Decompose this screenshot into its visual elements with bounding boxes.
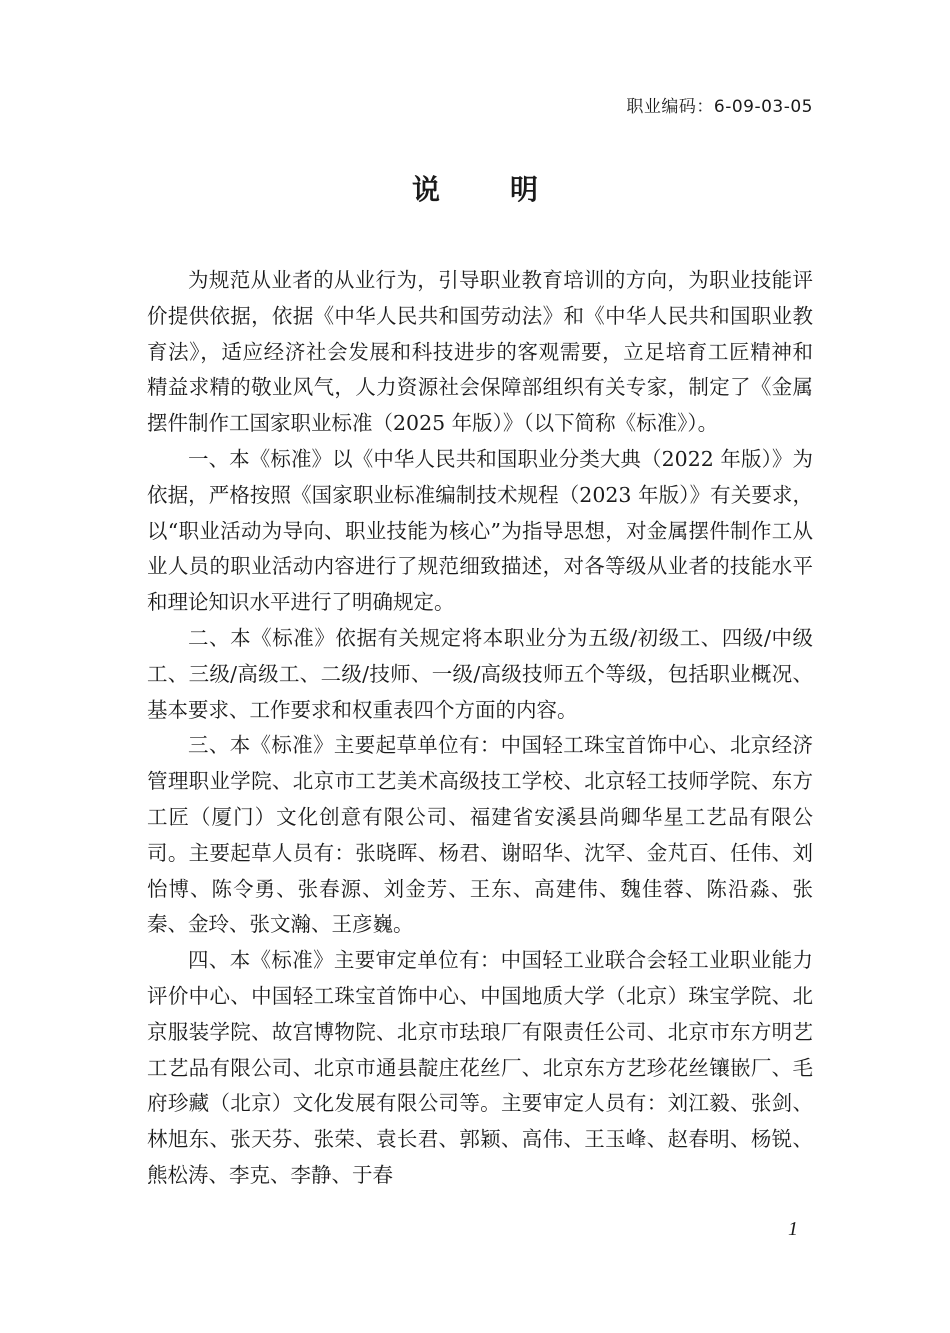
- page-title: [0, 168, 950, 208]
- page-number: 1: [788, 1218, 798, 1240]
- paragraph-3: 三、本《标准》主要起草单位有：中国轻工珠宝首饰中心、北京经济管理职业学院、北京市工艺美术高级技工学校、北京轻工技师学院、东方工匠（厦门）文化创意有限公司、福建省安溪县尚卿华星工艺品有限公司。主要起草人员有：张晓晖、杨君、谢昭华、沈罕、金芃百、任伟、刘怡博、陈令勇、张春源、刘金芳、王东、高建伟、魏佳蓉、陈沿淼、张秦、金玲、张文瀚、王彦巍。: [147, 733, 813, 937]
- paragraph-intro: 为规范从业者的从业行为，引导职业教育培训的方向，为职业技能评价提供依据，依据《中华人民共和国劳动法》和《中华人民共和国职业教育法》，适应经济社会发展和科技进步的客观需要，立足培育工匠精神和精益求精的敬业风气，人力资源社会保障部组织有关专家，制定了《金属摆件制作工国家职业标准（2025 年版）》（以下简称《标准》）。: [147, 268, 813, 436]
- paragraph-2: 二、本《标准》依据有关规定将本职业分为五级/初级工、四级/中级工、三级/高级工、二级/技师、一级/高级技师五个等级，包括职业概况、基本要求、工作要求和权重表四个方面的内容。: [147, 625, 813, 722]
- paragraph-4: 四、本《标准》主要审定单位有：中国轻工业联合会轻工业职业能力评价中心、中国轻工珠宝首饰中心、中国地质大学（北京）珠宝学院、北京服装学院、故宫博物院、北京市珐琅厂有限责任公司、北京市东方明艺工艺品有限公司、北京市通县靛庄花丝厂、北京东方艺珍花丝镶嵌厂、毛府珍藏（北京）文化发展有限公司等。主要审定人员有：刘江毅、张剑、林旭东、张天芬、张荣、袁长君、郭颖、高伟、王玉峰、赵春明、杨锐、熊松涛、李克、李静、于春: [147, 948, 813, 1187]
- title-char-1: 说: [411, 173, 440, 206]
- title-char-2: 明: [510, 173, 539, 206]
- document-body: [147, 263, 813, 1194]
- paragraph-1: 一、本《标准》以《中华人民共和国职业分类大典（2022 年版）》为依据，严格按照《国家职业标准编制技术规程（2023 年版）》有关要求，以“职业活动为导向、职业技能为核心”为指导思想，对金属摆件制作工从业人员的职业活动内容进行了规范细致描述，对各等级从业者的技能水平和理论知识水平进行了明确规定。: [147, 446, 813, 615]
- occupation-code: 职业编码：6-09-03-05: [626, 97, 813, 117]
